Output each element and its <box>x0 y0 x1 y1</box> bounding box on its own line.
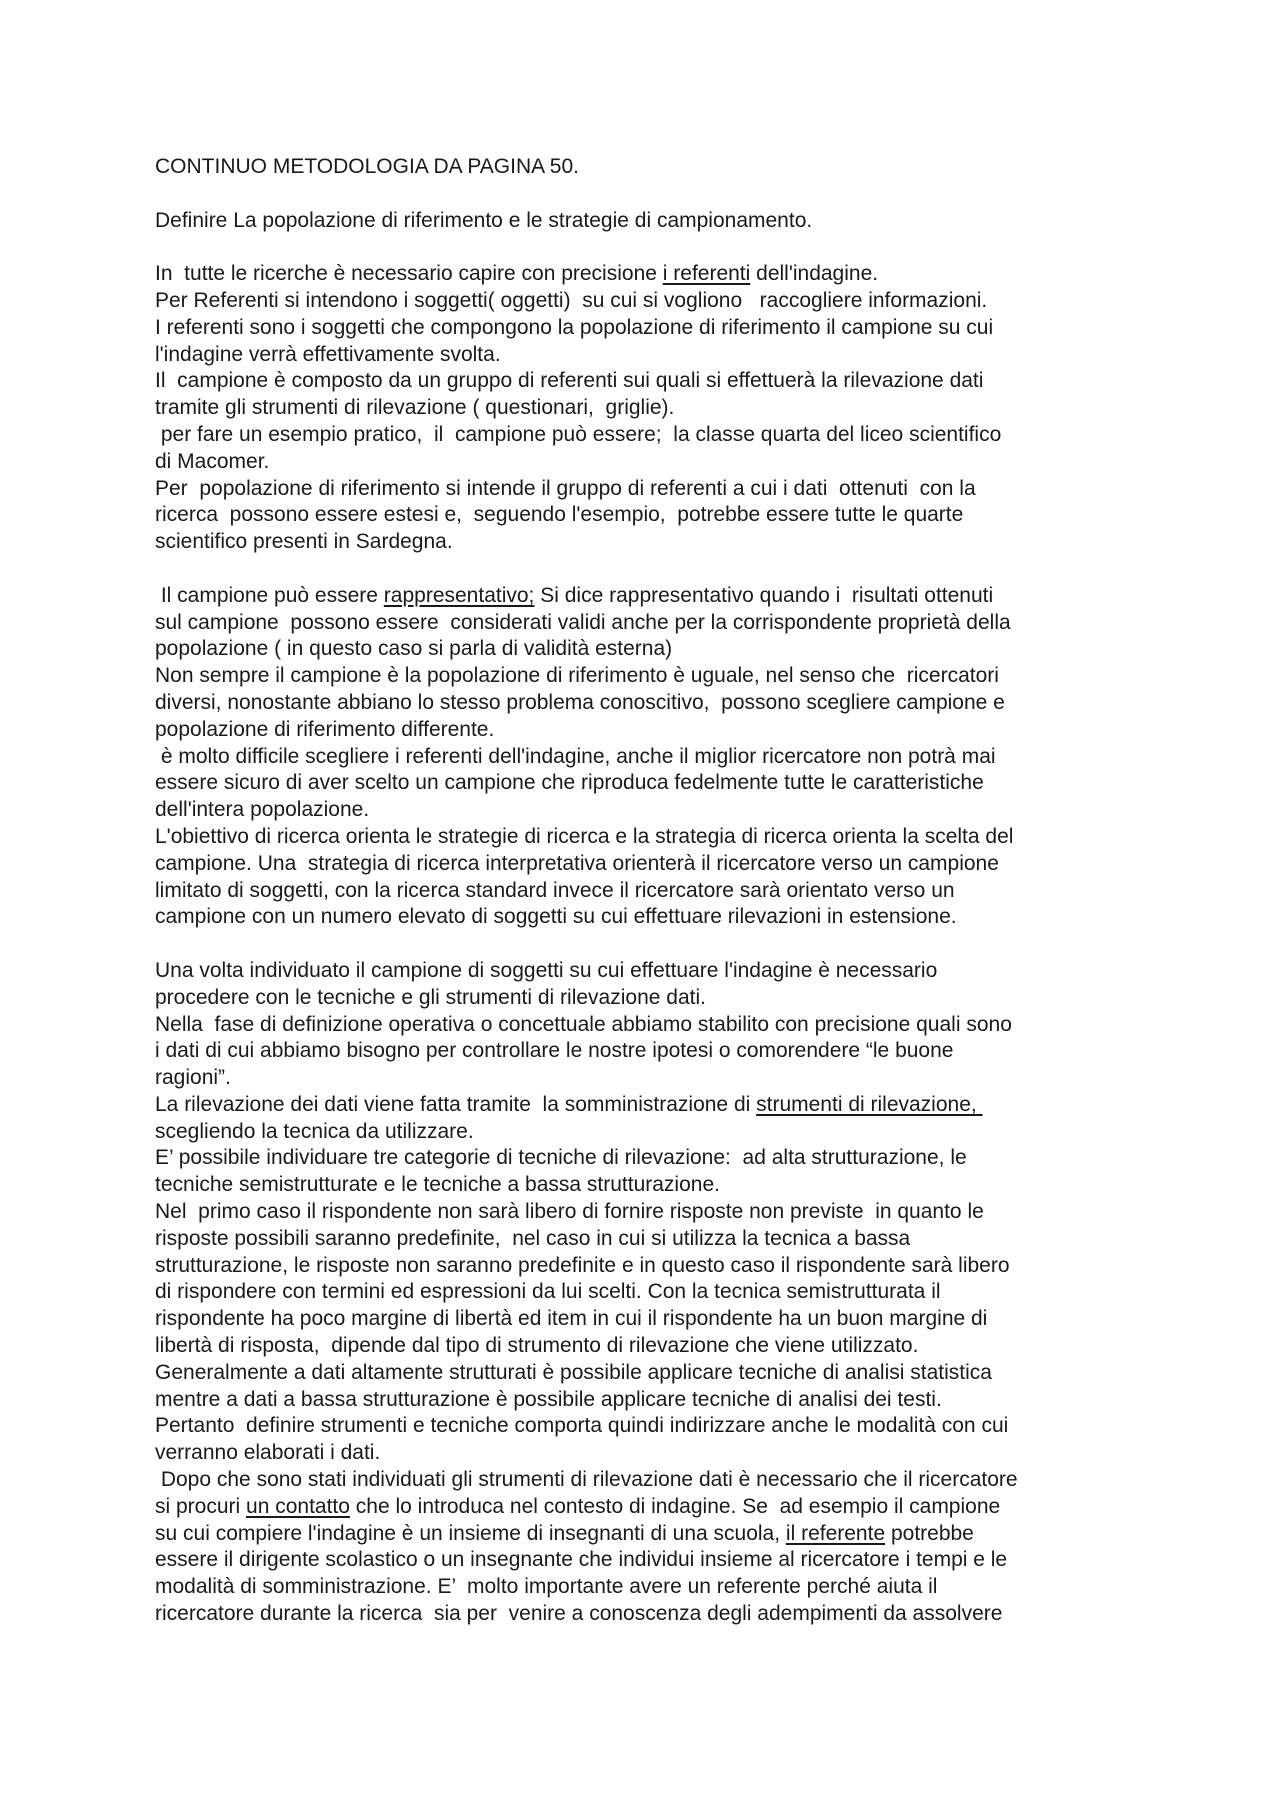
underlined-term: un contatto <box>246 1494 350 1518</box>
text-run: In tutte le ricerche è necessario capire con precisione <box>155 262 663 286</box>
text-run: Dopo che sono stati individuati gli strumenti di rilevazione dati è necessario che il ricercatore <box>155 1468 1018 1492</box>
underlined-term: i referenti <box>662 262 751 286</box>
text-run: Per popolazione di riferimento si intende il gruppo di referenti a cui i dati ottenuti con la <box>155 476 976 500</box>
text-run: Una volta individuato il campione di soggetti su cui effettuare l'indagine è necessario <box>155 958 938 982</box>
text-line <box>155 529 1155 556</box>
text-line <box>155 208 1155 235</box>
text-line <box>155 1494 1155 1521</box>
text-run: potrebbe <box>885 1521 974 1545</box>
text-line <box>155 1333 1155 1360</box>
paragraph-gap <box>155 234 1155 261</box>
text-line <box>155 1360 1155 1387</box>
text-run: E’ possibile individuare tre categorie di tecniche di rilevazione: ad alta strutturazione, le <box>155 1146 967 1170</box>
text-run: tramite gli strumenti di rilevazione ( questionari, griglie). <box>155 396 675 420</box>
text-run: popolazione di riferimento differente. <box>155 717 495 741</box>
text-run: procedere con le tecniche e gli strumenti di rilevazione dati. <box>155 985 706 1009</box>
text-line <box>155 1172 1155 1199</box>
text-run: campione con un numero elevato di soggetti su cui effettuare rilevazioni in estensione. <box>155 905 957 929</box>
text-run: ricerca possono essere estesi e, seguendo l'esempio, potrebbe essere tutte le quarte <box>155 503 964 527</box>
text-line <box>155 422 1155 449</box>
text-line <box>155 744 1155 771</box>
text-line <box>155 342 1155 369</box>
underlined-term: rappresentativo; <box>383 583 535 607</box>
text-line <box>155 502 1155 529</box>
text-run: libertà di risposta, dipende dal tipo di strumento di rilevazione che viene utilizzato. <box>155 1334 919 1358</box>
text-run: è molto difficile scegliere i referenti dell'indagine, anche il miglior ricercatore non potrà mai <box>155 744 996 768</box>
text-run: dell'intera popolazione. <box>155 798 370 822</box>
text-run: dell'indagine. <box>750 262 879 286</box>
text-run: tecniche semistrutturate e le tecniche a bassa strutturazione. <box>155 1173 720 1197</box>
text-run: risposte possibili saranno predefinite, nel caso in cui si utilizza la tecnica a bassa <box>155 1226 911 1250</box>
paragraph-gap <box>155 181 1155 208</box>
text-line <box>155 851 1155 878</box>
text-line <box>155 1145 1155 1172</box>
text-line <box>155 1119 1155 1146</box>
text-line <box>155 717 1155 744</box>
text-line <box>155 1279 1155 1306</box>
text-run: Nel primo caso il rispondente non sarà libero di fornire risposte non previste in quanto le <box>155 1200 984 1224</box>
paragraph <box>155 261 1155 556</box>
text-line <box>155 824 1155 851</box>
text-run: essere sicuro di aver scelto un campione che riproduca fedelmente tutte le caratteristiche <box>155 771 984 795</box>
text-run: si procuri <box>155 1494 247 1518</box>
text-run: Per Referenti si intendono i soggetti( oggetti) su cui si vogliono raccogliere informazioni. <box>155 288 988 312</box>
text-run: Pertanto definire strumenti e tecniche comporta quindi indirizzare anche le modalità con cui <box>155 1414 1009 1438</box>
text-line <box>155 288 1155 315</box>
text-run: modalità di somministrazione. E’ molto importante avere un referente perché aiuta il <box>155 1575 938 1599</box>
text-line <box>155 663 1155 690</box>
text-line <box>155 610 1155 637</box>
text-run: campione. Una strategia di ricerca interpretativa orienterà il ricercatore verso un campione <box>155 851 999 875</box>
text-run: verranno elaborati i dati. <box>155 1441 381 1465</box>
text-run: limitato di soggetti, con la ricerca standard invece il ricercatore sarà orientato verso un <box>155 878 955 902</box>
text-run: Il campione può essere <box>155 583 384 607</box>
text-run: Non sempre il campione è la popolazione di riferimento è uguale, nel senso che ricercatori <box>155 664 999 688</box>
text-line <box>155 770 1155 797</box>
paragraph <box>155 958 1155 1628</box>
text-line <box>155 1521 1155 1548</box>
text-run: l'indagine verrà effettivamente svolta. <box>155 342 501 366</box>
text-run: mentre a dati a bassa strutturazione è possibile applicare tecniche di analisi dei testi. <box>155 1387 942 1411</box>
text-run: per fare un esempio pratico, il campione può essere; la classe quarta del liceo scientifico <box>155 422 1002 446</box>
text-line <box>155 1306 1155 1333</box>
text-run: strutturazione, le risposte non saranno predefinite e in questo caso il rispondente sarà libero <box>155 1253 1010 1277</box>
text-line <box>155 1601 1155 1628</box>
text-run: I referenti sono i soggetti che compongono la popolazione di riferimento il campione su cui <box>155 315 994 339</box>
text-line <box>155 985 1155 1012</box>
text-line <box>155 797 1155 824</box>
paragraph <box>155 208 1155 235</box>
text-line <box>155 315 1155 342</box>
text-run: ragioni”. <box>155 1066 231 1090</box>
text-run: La rilevazione dei dati viene fatta tramite la somministrazione di <box>155 1092 757 1116</box>
text-run: popolazione ( in questo caso si parla di validità esterna) <box>155 637 673 661</box>
text-run: Il campione è composto da un gruppo di referenti sui quali si effettuerà la rilevazione dati <box>155 369 984 393</box>
text-run: CONTINUO METODOLOGIA DA PAGINA 50. <box>155 155 579 178</box>
paragraph-gap <box>155 556 1155 583</box>
text-run: ricercatore durante la ricerca sia per venire a conoscenza degli adempimenti da assolvere <box>155 1602 1003 1626</box>
text-line <box>155 1038 1155 1065</box>
text-run: L'obiettivo di ricerca orienta le strategie di ricerca e la strategia di ricerca orienta la scelta del <box>155 824 1014 848</box>
text-line <box>155 1065 1155 1092</box>
text-line <box>155 154 1155 181</box>
text-run: di Macomer. <box>155 449 270 473</box>
text-line <box>155 476 1155 503</box>
text-line <box>155 1574 1155 1601</box>
underlined-term: il referente <box>785 1521 886 1545</box>
paragraph-gap <box>155 931 1155 958</box>
text-run: Si dice rappresentativo quando i risultati ottenuti <box>534 583 994 607</box>
text-run: Generalmente a dati altamente strutturati è possibile applicare tecniche di analisi statistica <box>155 1360 992 1384</box>
text-line <box>155 1253 1155 1280</box>
text-line <box>155 1226 1155 1253</box>
text-line <box>155 690 1155 717</box>
text-run: Nella fase di definizione operativa o concettuale abbiamo stabilito con precisione quali sono <box>155 1012 1012 1036</box>
text-line <box>155 636 1155 663</box>
text-line <box>155 878 1155 905</box>
text-run: i dati di cui abbiamo bisogno per controllare le nostre ipotesi o comorendere “le buone <box>155 1039 954 1063</box>
text-line <box>155 1547 1155 1574</box>
document-body <box>155 154 1155 1628</box>
text-line <box>155 1413 1155 1440</box>
paragraph <box>155 583 1155 931</box>
document-heading <box>155 154 1155 181</box>
text-line <box>155 583 1155 610</box>
text-line <box>155 904 1155 931</box>
text-run: che lo introduca nel contesto di indagine. Se ad esempio il campione <box>349 1494 1001 1518</box>
text-run: diversi, nonostante abbiano lo stesso problema conoscitivo, possono scegliere campione e <box>155 690 1005 714</box>
text-line <box>155 1012 1155 1039</box>
text-run: essere il dirigente scolastico o un insegnante che individui insieme al ricercatore i tempi e le <box>155 1548 1008 1572</box>
text-line <box>155 1092 1155 1119</box>
text-line <box>155 1467 1155 1494</box>
text-line <box>155 1199 1155 1226</box>
text-run: rispondente ha poco margine di libertà ed item in cui il rispondente ha un buon margine di <box>155 1307 988 1331</box>
text-line <box>155 1387 1155 1414</box>
text-run: scientifico presenti in Sardegna. <box>155 530 453 554</box>
underlined-term: strumenti di rilevazione, <box>756 1092 983 1116</box>
text-run: scegliendo la tecnica da utilizzare. <box>155 1119 474 1143</box>
text-run: Definire La popolazione di riferimento e le strategie di campionamento. <box>155 208 813 232</box>
text-run: su cui compiere l'indagine è un insieme di insegnanti di una scuola, <box>155 1521 786 1545</box>
text-line <box>155 261 1155 288</box>
text-line <box>155 1440 1155 1467</box>
text-line <box>155 395 1155 422</box>
text-run: di rispondere con termini ed espressioni da lui scelti. Con la tecnica semistrutturata il <box>155 1280 941 1304</box>
text-run: sul campione possono essere considerati validi anche per la corrispondente proprietà della <box>155 610 1011 634</box>
text-line <box>155 958 1155 985</box>
text-line <box>155 368 1155 395</box>
text-line <box>155 449 1155 476</box>
